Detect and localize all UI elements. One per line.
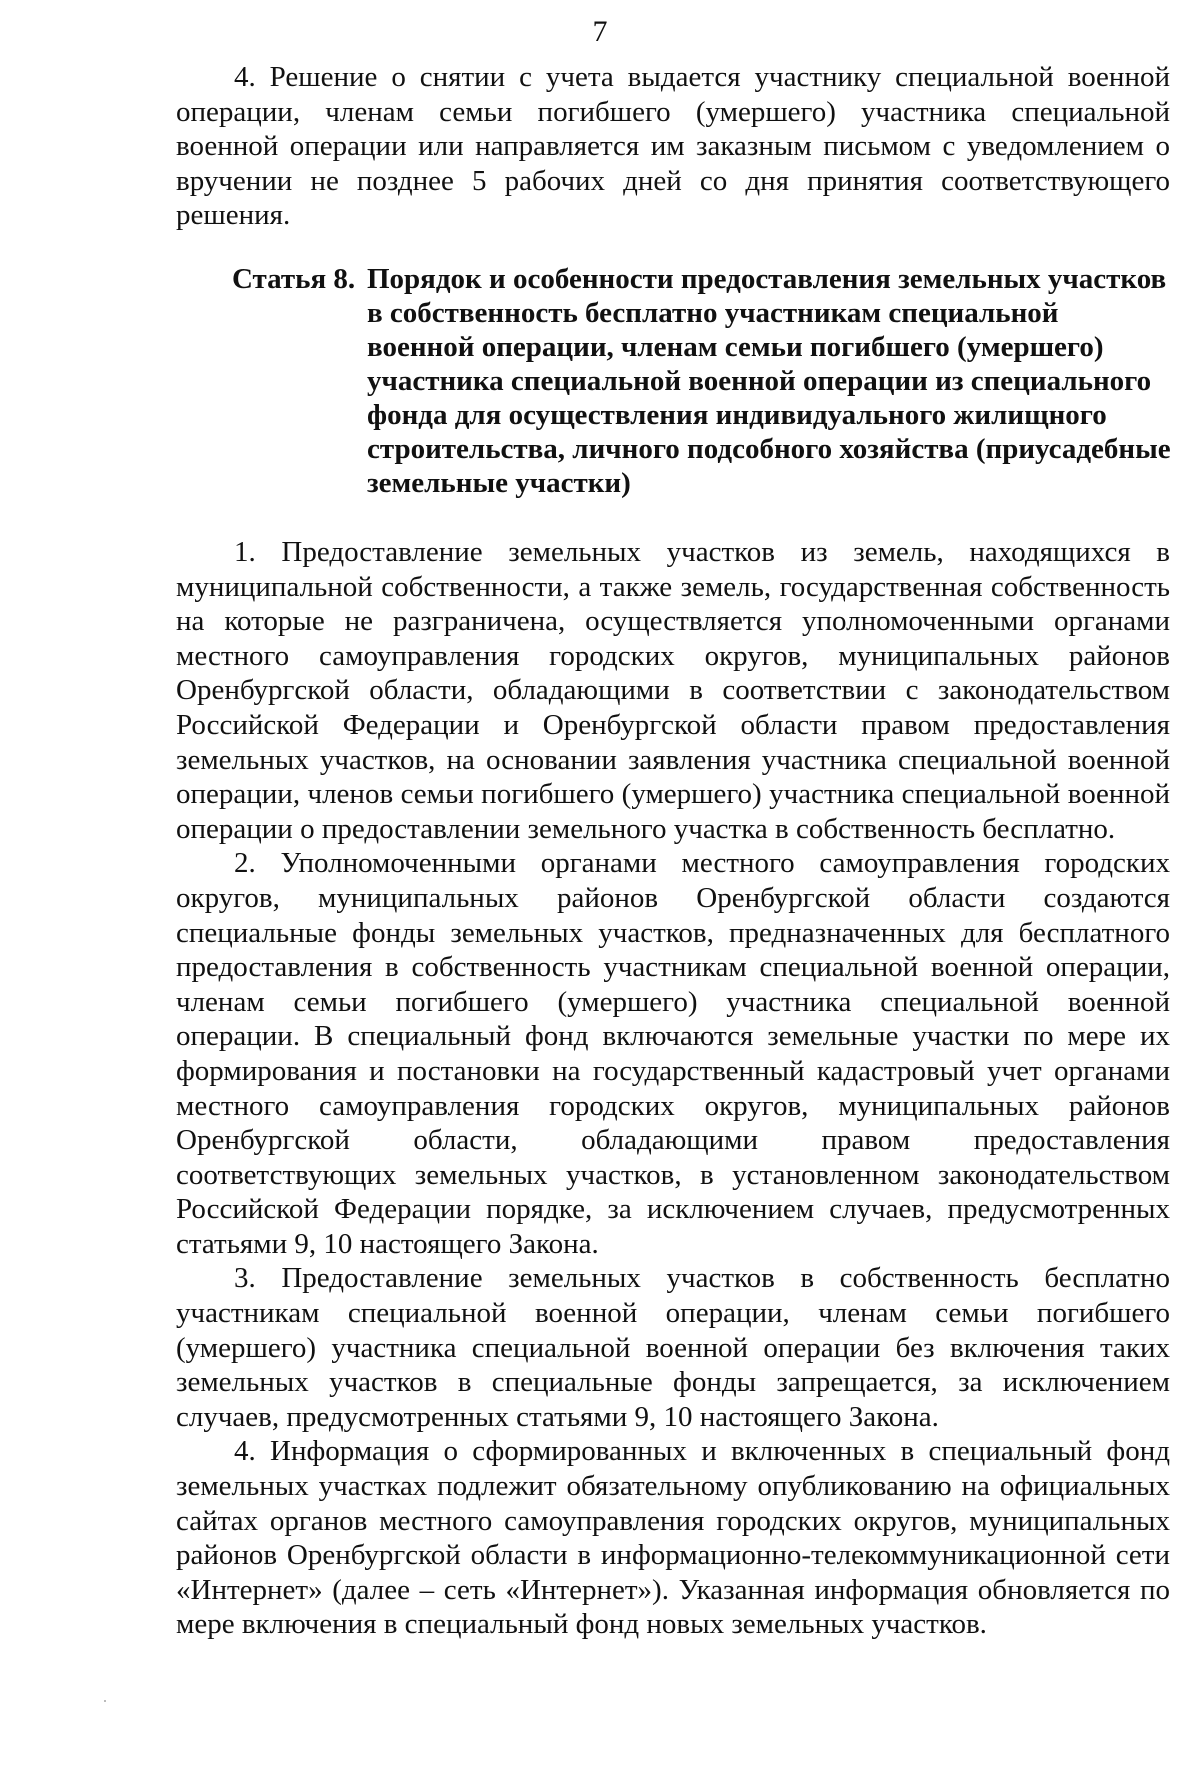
- page-number: 7: [592, 15, 608, 48]
- paragraph-removal-decision: 4. Решение о снятии с учета выдается участнику специальной военной операции, членам семьи погибшего (умершего) участника специальной военной операции или направляется им заказным письмом с уведомлением о вручении не позднее 5 рабочих дней со дня принятия соответствующего решения.: [176, 61, 1170, 232]
- scan-speck: [104, 1700, 106, 1702]
- article-title: Порядок и особенности предоставления земельных участков в собственность бесплатно участникам специальной военной операции, членам семьи погибшего (умершего) участника специальной военной операции из специального фонда для осуществления индивидуального жилищного строительства, личного подсобного хозяйства (приусадебные земельные участки): [367, 263, 1171, 499]
- article-body: [176, 535, 1170, 1642]
- article-paragraph-4: 4. Информация о сформированных и включенных в специальный фонд земельных участках подлежит обязательному опубликованию на официальных сайтах органов местного самоуправления городских округов, муниципальных районов Оренбургской области в информационно-телекоммуникационной сети «Интернет» (далее – сеть «Интернет»). Указанная информация обновляется по мере включения в специальный фонд новых земельных участков.: [176, 1435, 1170, 1641]
- top-section: [176, 60, 1170, 233]
- article-heading: [232, 262, 1172, 500]
- article-paragraph-3: 3. Предоставление земельных участков в собственность бесплатно участникам специальной военной операции, членам семьи погибшего (умершего) участника специальной военной операции без включения таких земельных участков в специальные фонды запрещается, за исключением случаев, предусмотренных статьями 9, 10 настоящего Закона.: [176, 1262, 1170, 1433]
- article-number: Статья 8.: [232, 263, 356, 295]
- article-paragraph-1: 1. Предоставление земельных участков из земель, находящихся в муниципальной собственности, а также земель, государственная собственность на которые не разграничена, осуществляется уполномоченными органами местного самоуправления городских округов, муниципальных районов Оренбургской области, обладающими в соответствии с законодательством Российской Федерации и Оренбургской области правом предоставления земельных участков, на основании заявления участника специальной военной операции, членов семьи погибшего (умершего) участника специальной военной операции о предоставлении земельного участка в собственность бесплатно.: [176, 536, 1170, 845]
- article-paragraph-2: 2. Уполномоченными органами местного самоуправления городских округов, муниципальных районов Оренбургской области создаются специальные фонды земельных участков, предназначенных для бесплатного предоставления в собственность участникам специальной военной операции, членам семьи погибшего (умершего) участника специальной военной операции. В специальный фонд включаются земельные участки по мере их формирования и постановки на государственный кадастровый учет органами местного самоуправления городских округов, муниципальных районов Оренбургской области, обладающими правом предоставления соответствующих земельных участков, в установленном законодательством Российской Федерации порядке, за исключением случаев, предусмотренных статьями 9, 10 настоящего Закона.: [176, 847, 1170, 1260]
